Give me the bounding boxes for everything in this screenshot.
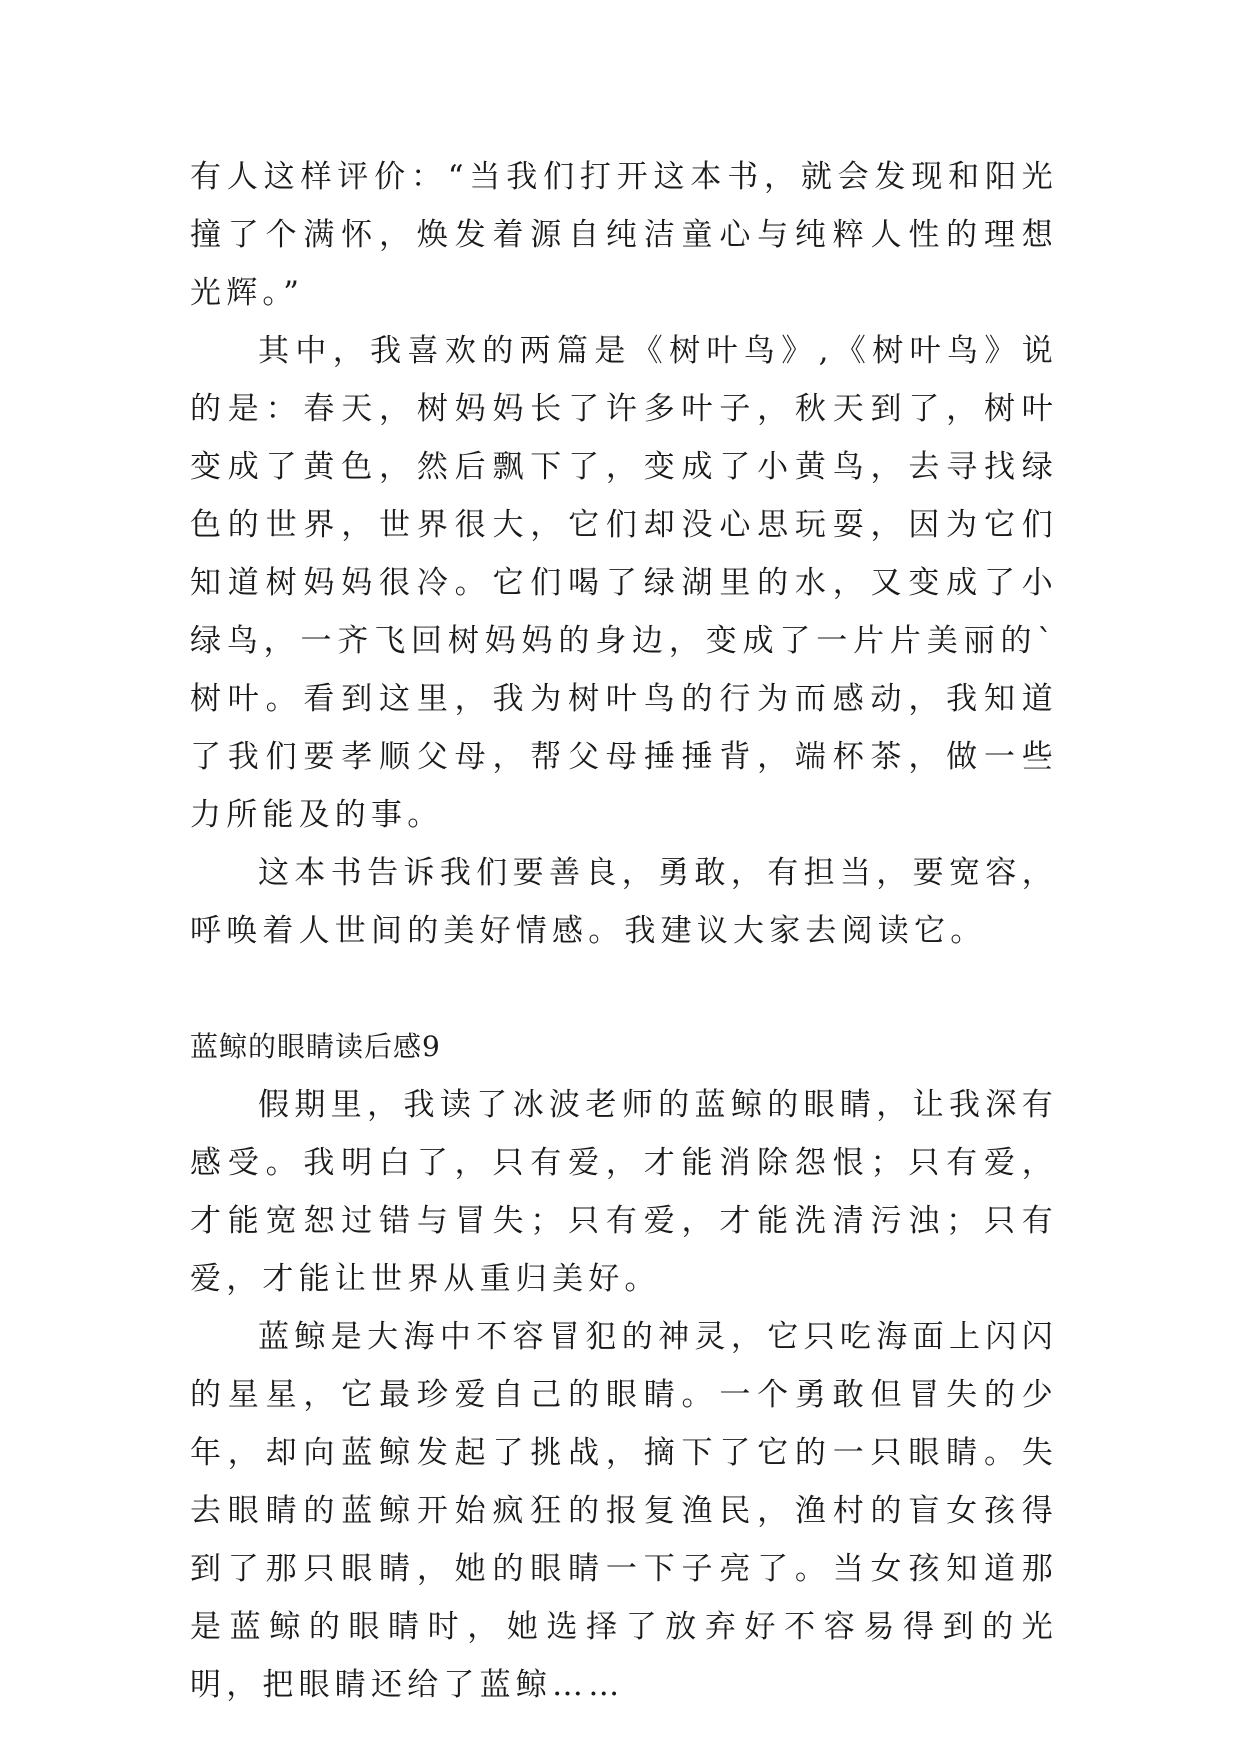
paragraph: 有人这样评价：“当我们打开这本书，就会发现和阳光撞了个满怀，焕发着源自纯洁童心与纯粹人性的理想光辉。” <box>190 159 1058 311</box>
section-heading: 蓝鲸的眼睛读后感9 <box>190 1030 441 1063</box>
paragraph: 蓝鲸是大海中不容冒犯的神灵，它只吃海面上闪闪的星星，它最珍爱自己的眼睛。一个勇敢但冒失的少年，却向蓝鲸发起了挑战，摘下了它的一只眼睛。失去眼睛的蓝鲸开始疯狂的报复渔民，渔村的盲女孩得到了那只眼睛，她的眼睛一下子亮了。当女孩知道那是蓝鲸的眼睛时，她选择了放弃好不容易得到的光明，把眼睛还给了蓝鲸…… <box>190 1319 1058 1703</box>
paragraph: 这本书告诉我们要善良，勇敢，有担当，要宽容，呼唤着人世间的美好情感。我建议大家去阅读它。 <box>190 855 1058 949</box>
paragraph: 其中，我喜欢的两篇是《树叶鸟》,《树叶鸟》说的是：春天，树妈妈长了许多叶子，秋天到了，树叶变成了黄色，然后飘下了，变成了小黄鸟，去寻找绿色的世界，世界很大，它们却没心思玩耍，因为它们知道树妈妈很冷。它们喝了绿湖里的水，又变成了小绿鸟，一齐飞回树妈妈的身边，变成了一片片美丽的`树叶。看到这里，我为树叶鸟的行为而感动，我知道了我们要孝顺父母，帮父母捶捶背，端杯茶，做一些力所能及的事。 <box>190 333 1058 833</box>
section-gap <box>190 960 1058 1018</box>
document-page <box>190 148 1058 1714</box>
paragraph: 假期里，我读了冰波老师的蓝鲸的眼睛，让我深有感受。我明白了，只有爱，才能消除怨恨；只有爱，才能宽恕过错与冒失；只有爱，才能洗清污浊；只有爱，才能让世界从重归美好。 <box>190 1087 1058 1297</box>
